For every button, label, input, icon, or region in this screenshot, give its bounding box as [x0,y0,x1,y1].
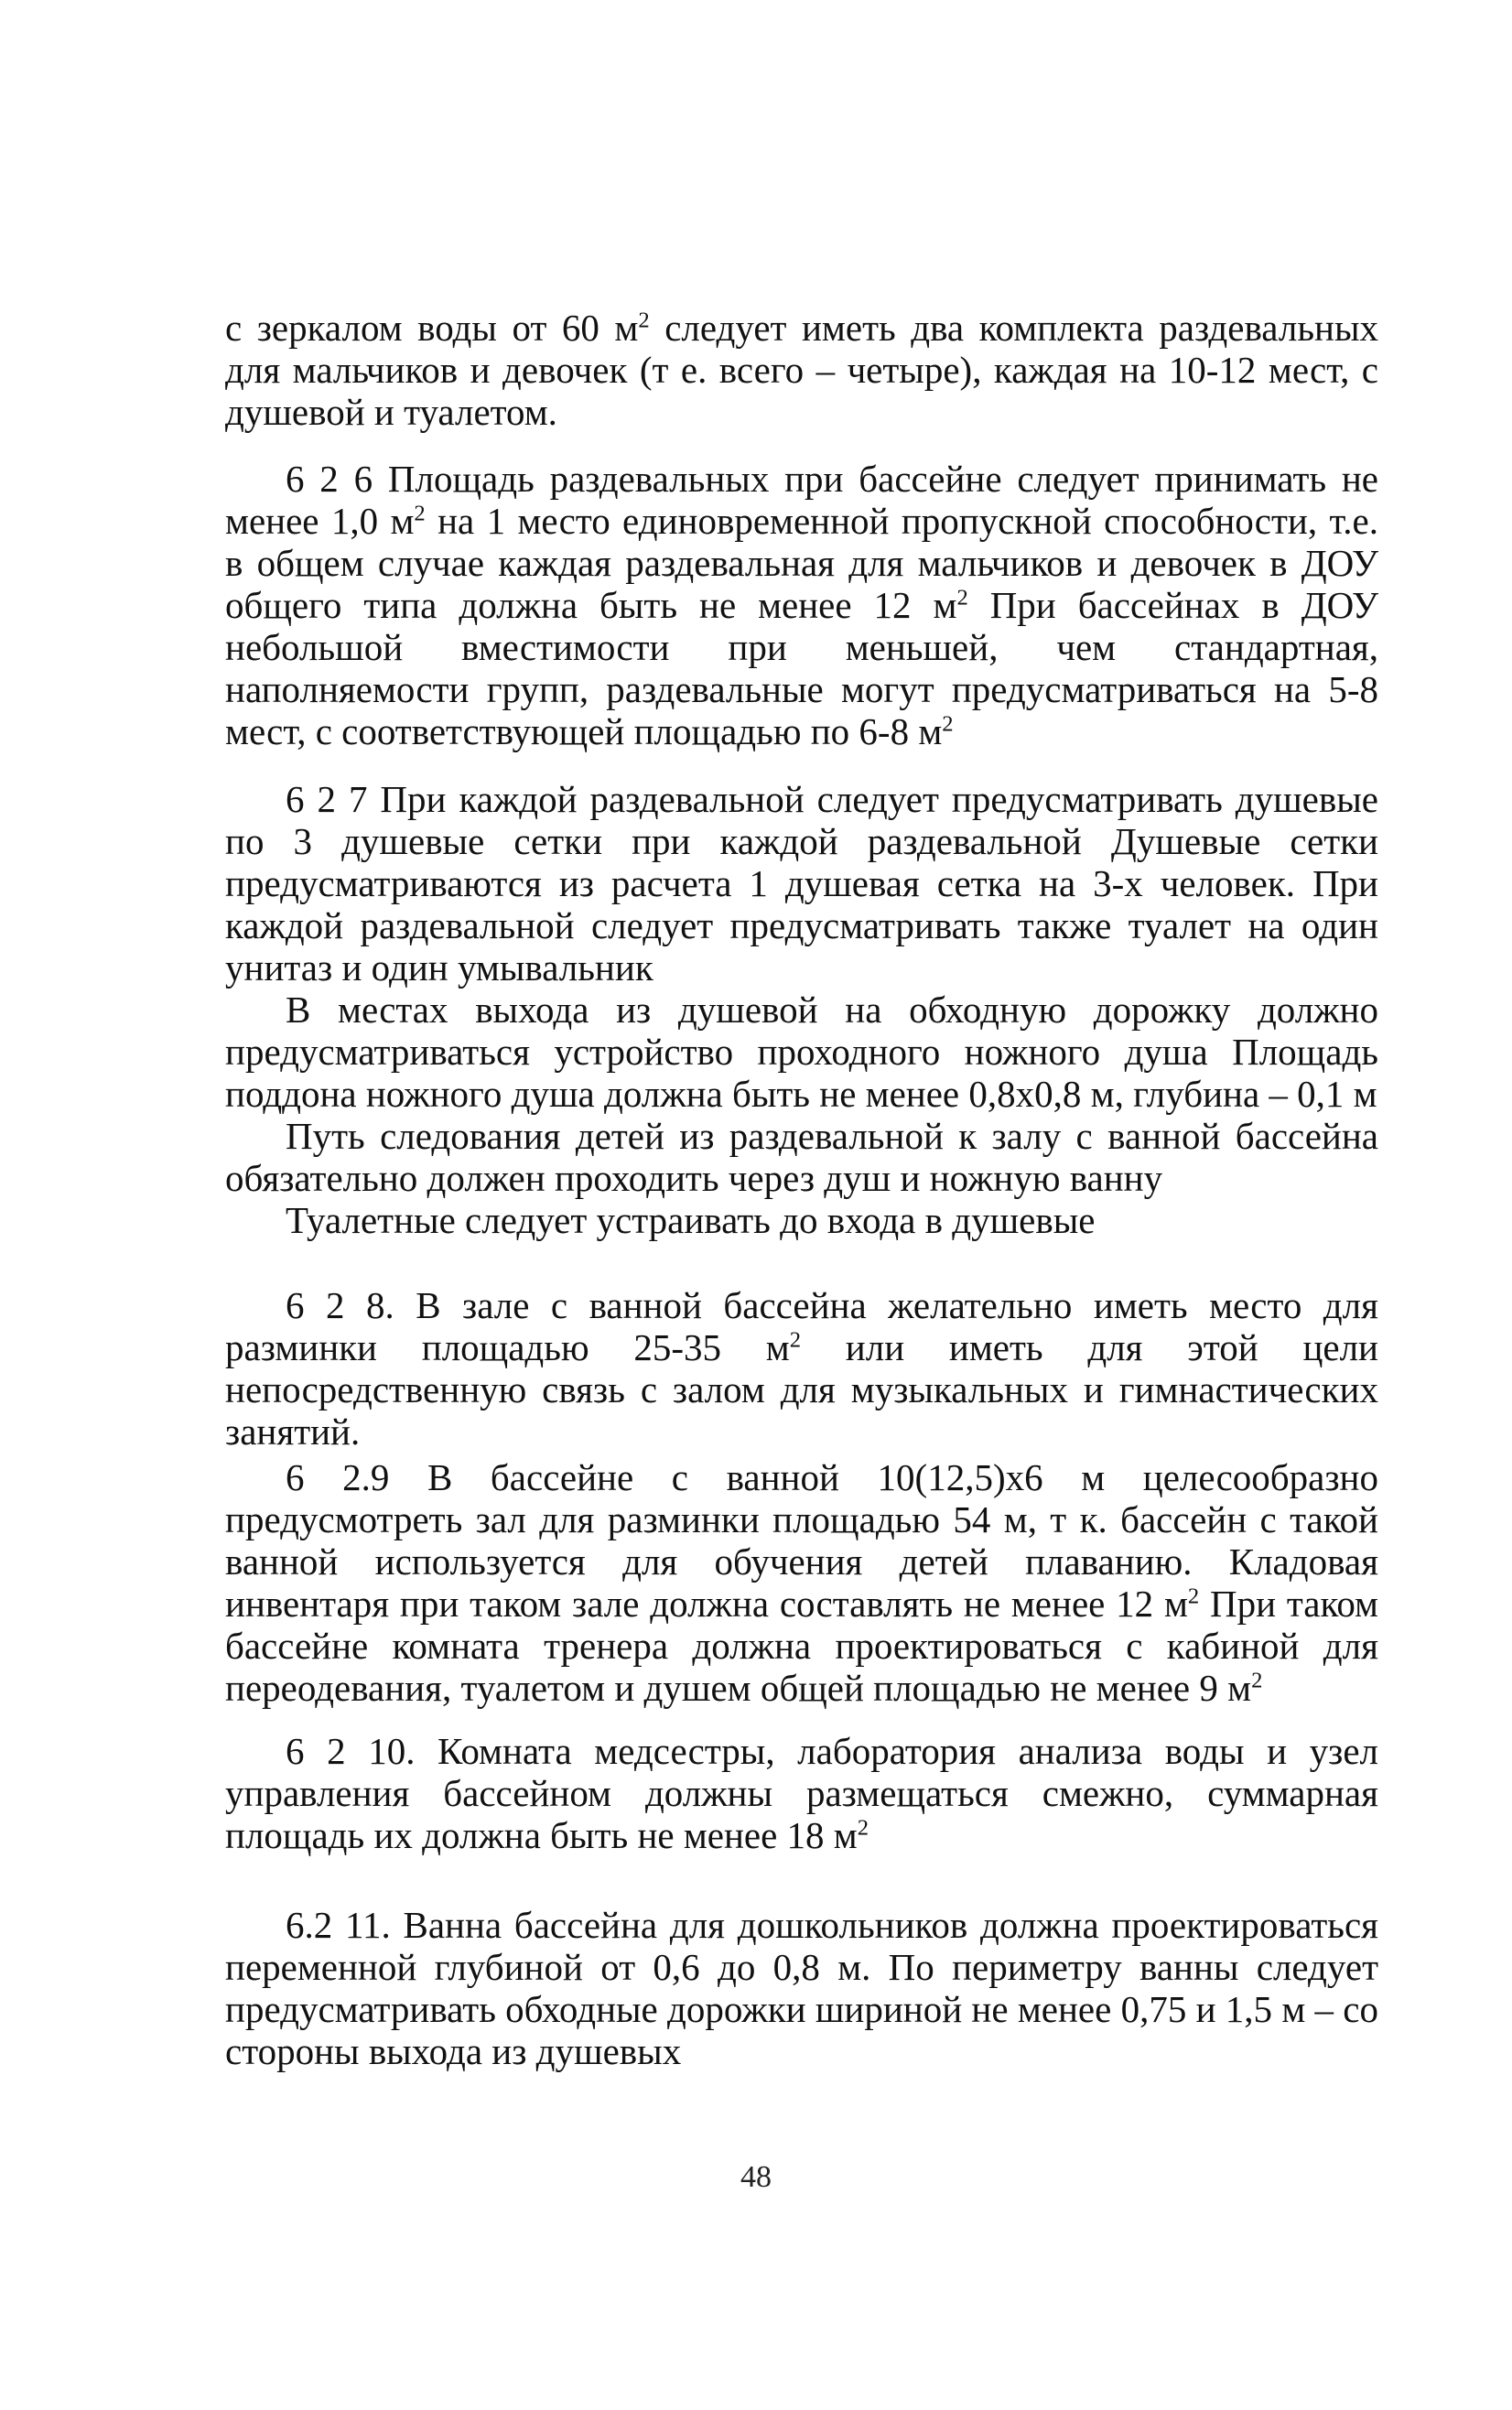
paragraph-text: Туалетные следует устраивать до входа в душевые [286,1199,1096,1241]
paragraph-text: При бассейнах в ДОУ небольшой вместимости при меньшей, чем стандартная, наполняемости групп, раздевальные могут предусматриваться на 5-8 мест, с соответствующей площадью по 6-8 м [225,584,1378,752]
paragraph-text: 6 2.9 В бассейне с ванной 10(12,5)х6 м целесообразно предусмотреть зал для разминки площадью 54 м, т к. бассейн с такой ванной используется для обучения детей плаванию. Кладовая инвентаря при таком зале должна составлять не менее 12 м [225,1456,1378,1625]
paragraph-text: 6 2 7 При каждой раздевальной следует предусматривать душевые по 3 душевые сетки при каждой раздевальной Душевые сетки предусматриваются из расчета 1 душевая сетка на 3-х человек. При каждой раздевальной следует предусматривать также туалет на один унитаз и один умывальник [225,778,1378,989]
paragraph-6210 [225,1730,1378,1856]
paragraph-629 [225,1456,1378,1709]
paragraph-6211 [225,1904,1378,2072]
paragraph-text: 6 2 8. В зале с ванной бассейна желательно иметь место для разминки площадью 25-35 м [225,1284,1378,1368]
paragraph-text: Путь следования детей из раздевальной к залу с ванной бассейна обязательно должен проходить через душ и ножную ванну [225,1115,1378,1199]
paragraph-text: следует иметь два комплекта раздевальных для мальчиков и девочек (т е. всего – четыре), каждая на 10-12 мест, с душевой и туалетом. [225,307,1379,433]
paragraph-text: на 1 место единовременной пропускной способности, т.е. в общем случае каждая раздевальная для мальчиков и девочек в ДОУ общего типа должна быть не менее 12 м [225,500,1378,626]
paragraph-exit [225,989,1378,1115]
superscript-exponent: 2 [1251,1668,1263,1693]
paragraph-text: 6 2 10. Комната медсестры, лаборатория анализа воды и узел управления бассейном должны размещаться смежно, суммарная площадь их должна быть не менее 18 м [225,1730,1378,1856]
superscript-exponent: 2 [414,501,426,526]
paragraph-text: При таком бассейне комната тренера должна проектироваться с кабиной для переодевания, туалетом и душем общей площадью не менее 9 м [225,1583,1379,1709]
superscript-exponent: 2 [942,711,954,737]
paragraph-626 [225,458,1378,752]
paragraph-627 [225,778,1378,989]
paragraph-text: с зеркалом воды от 60 м [225,307,639,349]
superscript-exponent: 2 [1187,1583,1200,1609]
superscript-exponent: 2 [638,308,650,333]
paragraph-toilets [225,1199,1378,1241]
page-number: 48 [740,2160,772,2194]
paragraph-intro [225,307,1378,433]
paragraph-text: или иметь для этой цели непосредственную связь с залом для музыкальных и гимнастических занятий. [225,1326,1378,1453]
superscript-exponent: 2 [789,1327,802,1353]
superscript-exponent: 2 [956,585,968,611]
paragraph-text: 6 2 6 Площадь раздевальных при бассейне следует принимать не менее 1,0 м [225,458,1378,542]
paragraph-text: В местах выхода из душевой на обходную дорожку должно предусматриваться устройство проходного ножного душа Площадь поддона ножного душа должна быть не менее 0,8х0,8 м, глубина – 0,1 м [225,989,1378,1115]
paragraph-628 [225,1284,1378,1453]
paragraph-path [225,1115,1378,1199]
paragraph-text: 6.2 11. Ванна бассейна для дошкольников должна проектироваться переменной глубиной от 0,6 до 0,8 м. По периметру ванны следует предусматривать обходные дорожки шириной не менее 0,75 и 1,5 м – со стороны выхода из душевых [225,1904,1378,2072]
superscript-exponent: 2 [857,1815,869,1841]
